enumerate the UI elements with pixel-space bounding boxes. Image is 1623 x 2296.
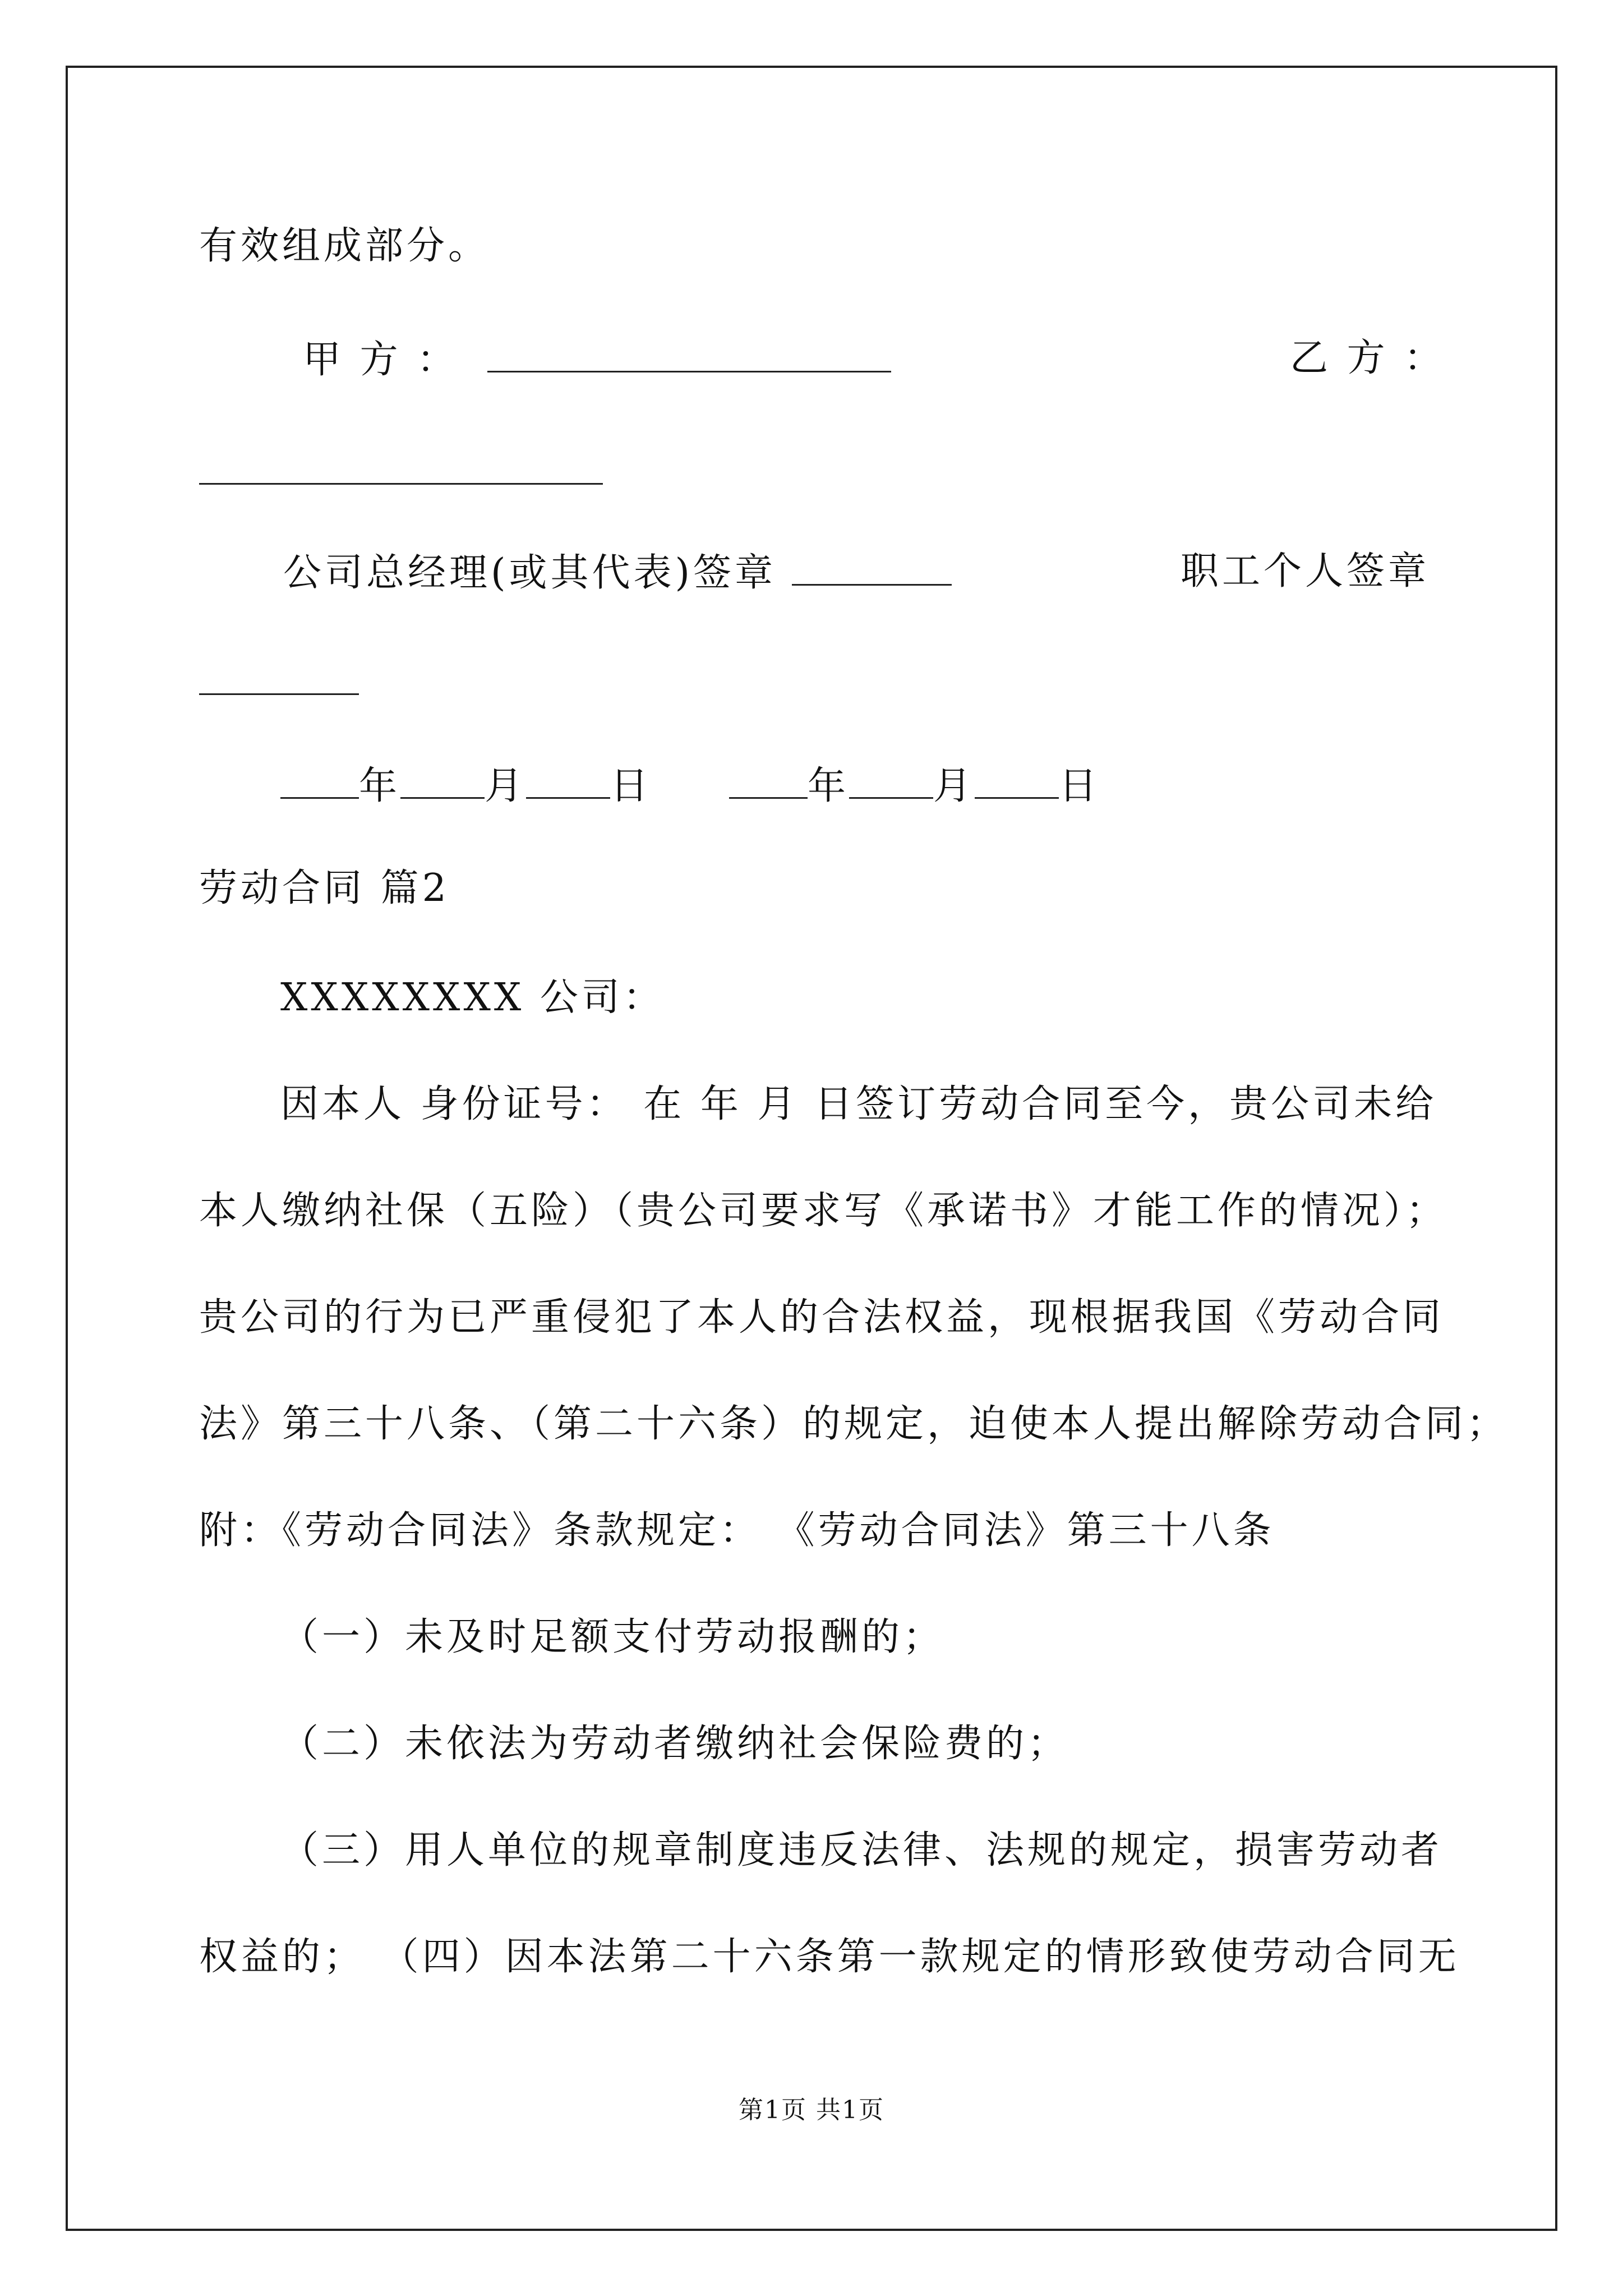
month-label: 月: [933, 764, 975, 808]
year-blank: [729, 766, 808, 799]
list-item: 权益的； （四）因本法第二十六条第一款规定的情形致使劳动合同无: [199, 1935, 1460, 1979]
month-label: 月: [485, 764, 527, 808]
month-blank: [400, 766, 485, 799]
text-line: 有效组成部分。: [199, 224, 490, 268]
list-item: （三）用人单位的规章制度违反法律、法规的规定，损害劳动者: [280, 1828, 1443, 1872]
party-a-line: [303, 338, 891, 382]
party-a-label: 甲 方 ：: [303, 338, 459, 382]
year-label: 年: [359, 764, 401, 808]
party-b-blank: [199, 452, 603, 485]
date-line-left: [280, 766, 652, 806]
page-footer: 第1页 共1页: [739, 2096, 884, 2124]
day-blank: [526, 766, 610, 799]
addressee: XXXXXXXX 公司：: [280, 976, 665, 1020]
paragraph-line: 法》第三十八条、（第二十六条）的规定，迫使本人提出解除劳动合同；: [199, 1402, 1509, 1446]
day-label: 日: [1059, 764, 1101, 808]
employee-signature-blank: [199, 662, 359, 695]
list-item: （二）未依法为劳动者缴纳社会保险费的；: [280, 1722, 1069, 1766]
year-blank: [280, 766, 359, 799]
list-item: （一）未及时足额支付劳动报酬的；: [280, 1615, 945, 1659]
date-line-right: [729, 766, 1100, 806]
paragraph-line: 附：《劳动合同法》条款规定： 《劳动合同法》第三十八条: [199, 1508, 1275, 1553]
section-heading: 劳动合同 篇2: [199, 866, 450, 910]
employee-signature-label: 职工个人签章: [1181, 549, 1430, 593]
day-label: 日: [610, 764, 652, 808]
gm-signature-label: 公司总经理(或其代表)签章: [283, 551, 777, 595]
gm-signature-line: [283, 551, 952, 595]
day-blank: [975, 766, 1059, 799]
paragraph-line: 因本人 身份证号： 在 年 月 日签订劳动合同至今，贵公司未给: [280, 1082, 1437, 1126]
paragraph-line: 本人缴纳社保（五险）（贵公司要求写《承诺书》才能工作的情况）；: [199, 1189, 1448, 1233]
party-b-label: 乙 方 ：: [1290, 336, 1446, 380]
gm-signature-blank: [792, 553, 952, 586]
page-frame: [66, 66, 1557, 2231]
party-b-line: [199, 452, 603, 491]
month-blank: [849, 766, 933, 799]
paragraph-line: 贵公司的行为已严重侵犯了本人的合法权益，现根据我国《劳动合同: [199, 1295, 1445, 1340]
party-a-blank: [487, 339, 891, 372]
year-label: 年: [808, 764, 850, 808]
employee-signature-line: [199, 662, 359, 702]
